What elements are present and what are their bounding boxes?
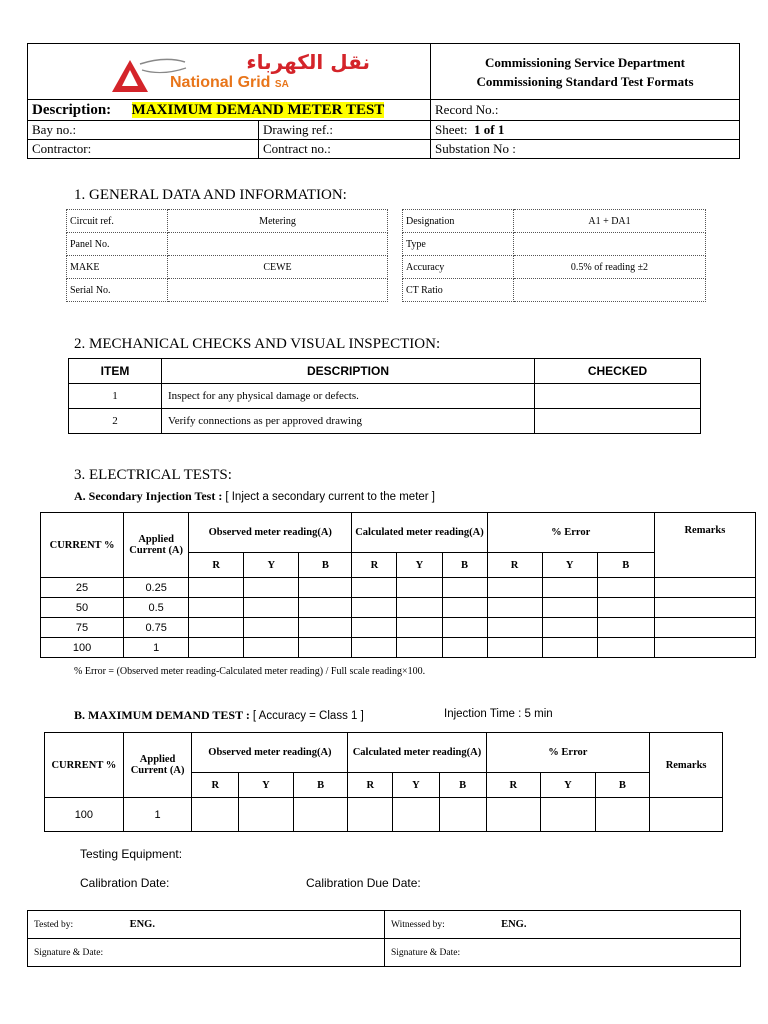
input-cell[interactable] [542, 618, 597, 638]
input-cell[interactable] [393, 798, 440, 832]
header-error: % Error [486, 733, 650, 773]
general-data-right [402, 209, 706, 302]
cell-value [168, 233, 388, 256]
header-r: R [348, 773, 393, 798]
input-cell[interactable] [442, 578, 487, 598]
table-row [69, 384, 701, 409]
header-observed: Observed meter reading(A) [189, 513, 352, 553]
bay-no-label: Bay no.: [32, 122, 77, 137]
signature-left-cell[interactable] [28, 939, 385, 967]
contract-no-cell [259, 140, 431, 159]
sheet-value: 1 of 1 [474, 122, 505, 137]
cell-current: 75 [41, 618, 124, 638]
cell-current: 50 [41, 598, 124, 618]
table-row [403, 210, 706, 233]
cell-description: Inspect for any physical damage or defects. [162, 384, 535, 409]
header-calculated: Calculated meter reading(A) [352, 513, 487, 553]
substation-cell [431, 140, 740, 159]
table-row [67, 210, 388, 233]
input-cell[interactable] [189, 578, 244, 598]
cell-value [514, 279, 706, 302]
dept-line-2: Commissioning Standard Test Formats [476, 73, 694, 89]
input-cell[interactable] [597, 638, 654, 658]
header-b: B [299, 553, 352, 578]
input-cell[interactable] [597, 578, 654, 598]
substation-label: Substation No : [435, 141, 516, 156]
header-remarks: Remarks [650, 733, 723, 798]
sheet-cell [431, 121, 740, 140]
table-row [67, 279, 388, 302]
input-cell[interactable] [299, 618, 352, 638]
header-error: % Error [487, 513, 654, 553]
contract-no-label: Contract no.: [263, 141, 331, 156]
cell-value: Metering [168, 210, 388, 233]
input-cell[interactable] [352, 618, 397, 638]
header-y: Y [541, 773, 596, 798]
input-cell[interactable] [654, 638, 755, 658]
section-2-title: 2. MECHANICAL CHECKS AND VISUAL INSPECTION: [74, 336, 441, 352]
input-cell[interactable] [442, 598, 487, 618]
cell-current: 100 [45, 798, 124, 832]
table-row [403, 233, 706, 256]
header-r: R [192, 773, 239, 798]
general-data-left [66, 209, 388, 302]
header-b: B [442, 553, 487, 578]
description-cell [28, 100, 431, 121]
table-row [69, 409, 701, 434]
signature-right-label: Signature & Date: [391, 947, 461, 958]
signoff-table [27, 910, 741, 967]
witnessed-eng: ENG. [501, 919, 527, 930]
table-header-row [45, 733, 723, 773]
cell-applied: 0.75 [124, 618, 189, 638]
input-cell[interactable] [541, 798, 596, 832]
bay-no-cell [28, 121, 259, 140]
cell-current: 100 [41, 638, 124, 658]
table-row [67, 233, 388, 256]
header-y: Y [542, 553, 597, 578]
cell-value [514, 233, 706, 256]
input-cell[interactable] [487, 598, 542, 618]
input-cell[interactable] [352, 578, 397, 598]
table-row [41, 578, 756, 598]
table-header-row [41, 513, 756, 553]
logo-brand-text: National Grid [170, 74, 271, 91]
checked-input-cell[interactable] [535, 384, 701, 409]
cell-label: Designation [403, 210, 514, 233]
cell-item: 2 [69, 409, 162, 434]
logo-suffix: SA [274, 79, 289, 90]
table-row [403, 256, 706, 279]
description-value: MAXIMUM DEMAND METER TEST [131, 101, 385, 118]
cell-value: 0.5% of reading ±2 [514, 256, 706, 279]
cell-label: Accuracy [403, 256, 514, 279]
header-checked: CHECKED [535, 359, 701, 384]
table-row [28, 939, 741, 967]
table-row [45, 798, 723, 832]
cell-label: Type [403, 233, 514, 256]
header-y: Y [397, 553, 442, 578]
secondary-injection-table [40, 512, 756, 658]
test-a-heading [74, 489, 435, 504]
input-cell[interactable] [189, 598, 244, 618]
cell-description: Verify connections as per approved drawing [162, 409, 535, 434]
input-cell[interactable] [352, 638, 397, 658]
table-row [28, 911, 741, 939]
header-calculated: Calculated meter reading(A) [348, 733, 486, 773]
input-cell[interactable] [189, 618, 244, 638]
tested-eng: ENG. [129, 919, 155, 930]
section-1-title: 1. GENERAL DATA AND INFORMATION: [74, 187, 347, 203]
input-cell[interactable] [442, 638, 487, 658]
header-observed: Observed meter reading(A) [192, 733, 348, 773]
input-cell[interactable] [397, 618, 442, 638]
input-cell[interactable] [487, 638, 542, 658]
cell-label: CT Ratio [403, 279, 514, 302]
input-cell[interactable] [244, 598, 299, 618]
cell-applied: 1 [123, 798, 192, 832]
contractor-label: Contractor: [32, 141, 92, 156]
input-cell[interactable] [595, 798, 650, 832]
cell-applied: 1 [124, 638, 189, 658]
header-description: DESCRIPTION [162, 359, 535, 384]
input-cell[interactable] [439, 798, 486, 832]
cell-value: CEWE [168, 256, 388, 279]
table-row [67, 256, 388, 279]
mechanical-checks-table [68, 358, 701, 434]
cell-applied: 0.5 [124, 598, 189, 618]
header-b: B [293, 773, 348, 798]
header-item: ITEM [69, 359, 162, 384]
input-cell[interactable] [486, 798, 541, 832]
cell-value: A1 + DA1 [514, 210, 706, 233]
input-cell[interactable] [397, 638, 442, 658]
input-cell[interactable] [442, 618, 487, 638]
sheet-label: Sheet: [435, 122, 468, 137]
tested-by-cell[interactable] [28, 911, 385, 939]
input-cell[interactable] [654, 618, 755, 638]
header-current: CURRENT % [41, 513, 124, 578]
dept-line-1: Commissioning Service Department [484, 54, 686, 70]
input-cell[interactable] [244, 618, 299, 638]
input-cell[interactable] [244, 578, 299, 598]
table-header-row [69, 359, 701, 384]
record-no-label: Record No.: [435, 102, 499, 117]
input-cell[interactable] [348, 798, 393, 832]
cell-current: 25 [41, 578, 124, 598]
input-cell[interactable] [192, 798, 239, 832]
input-cell[interactable] [244, 638, 299, 658]
input-cell[interactable] [597, 598, 654, 618]
header-applied: Applied Current (A) [123, 733, 192, 798]
calibration-due-label: Calibration Due Date: [306, 876, 421, 890]
cell-item: 1 [69, 384, 162, 409]
input-cell[interactable] [654, 598, 755, 618]
header-b: B [595, 773, 650, 798]
test-a-note: [ Inject a secondary current to the meter ] [225, 491, 435, 503]
witnessed-by-label: Witnessed by: [391, 920, 445, 930]
error-formula: % Error = (Observed meter reading-Calculated meter reading) / Full scale reading×100. [74, 666, 426, 677]
header-r: R [189, 553, 244, 578]
header-r: R [486, 773, 541, 798]
cell-label: MAKE [67, 256, 168, 279]
calibration-date-label: Calibration Date: [80, 876, 170, 890]
input-cell[interactable] [397, 578, 442, 598]
test-b-note: [ Accuracy = Class 1 ] [252, 710, 364, 722]
header-b: B [439, 773, 486, 798]
test-b-heading [74, 708, 364, 723]
cell-label: Circuit ref. [67, 210, 168, 233]
input-cell[interactable] [299, 598, 352, 618]
description-label: Description: [32, 101, 112, 118]
cell-label: Serial No. [67, 279, 168, 302]
input-cell[interactable] [542, 638, 597, 658]
header-r: R [487, 553, 542, 578]
witnessed-by-cell[interactable] [385, 911, 741, 939]
max-demand-table [44, 732, 723, 832]
header-y: Y [244, 553, 299, 578]
header-y: Y [239, 773, 294, 798]
header-r: R [352, 553, 397, 578]
table-row [41, 618, 756, 638]
drawing-ref-label: Drawing ref.: [263, 122, 334, 137]
input-cell[interactable] [299, 578, 352, 598]
table-row [403, 279, 706, 302]
checked-input-cell[interactable] [535, 409, 701, 434]
header-applied: Applied Current (A) [124, 513, 189, 578]
department-cell [431, 44, 740, 100]
record-no-cell [431, 100, 740, 121]
injection-time: Injection Time : 5 min [444, 708, 553, 720]
drawing-ref-cell [259, 121, 431, 140]
input-cell[interactable] [487, 578, 542, 598]
input-cell[interactable] [352, 598, 397, 618]
input-cell[interactable] [650, 798, 723, 832]
cell-applied: 0.25 [124, 578, 189, 598]
contractor-cell [28, 140, 259, 159]
header-table [27, 43, 740, 159]
header-current: CURRENT % [45, 733, 124, 798]
input-cell[interactable] [293, 798, 348, 832]
section-3-title: 3. ELECTRICAL TESTS: [74, 467, 232, 483]
input-cell[interactable] [397, 598, 442, 618]
input-cell[interactable] [487, 618, 542, 638]
input-cell[interactable] [542, 578, 597, 598]
input-cell[interactable] [189, 638, 244, 658]
logo-arabic: نقل الكهرباء [246, 50, 370, 74]
table-row [41, 598, 756, 618]
header-remarks: Remarks [654, 513, 755, 578]
signature-left-label: Signature & Date: [34, 947, 104, 958]
header-y: Y [393, 773, 440, 798]
input-cell[interactable] [542, 598, 597, 618]
testing-equipment-label: Testing Equipment: [80, 847, 183, 861]
signature-right-cell[interactable] [385, 939, 741, 967]
input-cell[interactable] [597, 618, 654, 638]
header-b: B [597, 553, 654, 578]
logo-brand [170, 74, 289, 92]
input-cell[interactable] [239, 798, 294, 832]
test-b-title: B. MAXIMUM DEMAND TEST : [74, 708, 250, 722]
input-cell[interactable] [299, 638, 352, 658]
input-cell[interactable] [654, 578, 755, 598]
tested-by-label: Tested by: [34, 920, 74, 930]
cell-value [168, 279, 388, 302]
logo-cell [28, 44, 431, 100]
table-row [41, 638, 756, 658]
test-a-title: A. Secondary Injection Test : [74, 489, 223, 503]
cell-label: Panel No. [67, 233, 168, 256]
